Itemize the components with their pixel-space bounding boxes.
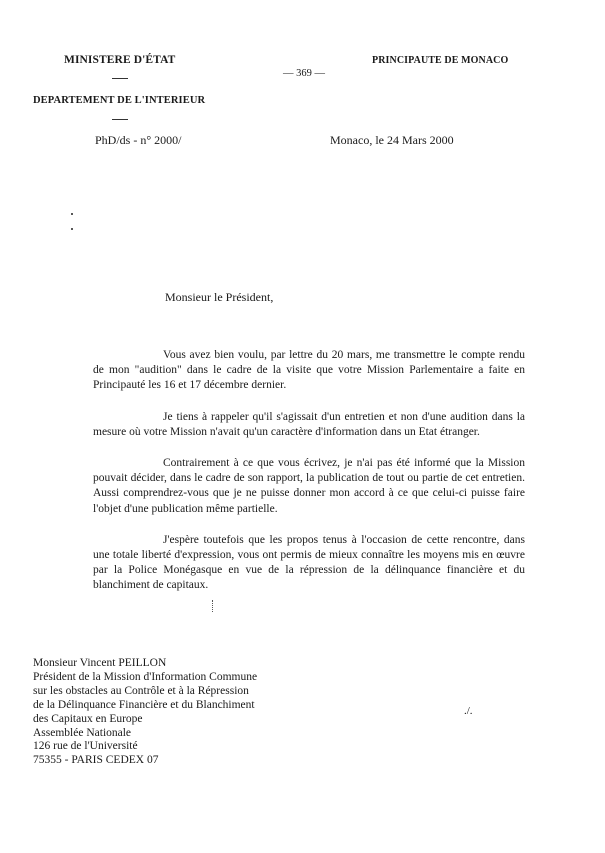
recipient-street: 126 rue de l'Université	[33, 740, 138, 753]
recipient-title: Président de la Mission d'Information Commune	[33, 670, 258, 683]
recipient-address	[33, 657, 257, 768]
recipient-city: 75355 - PARIS CEDEX 07	[33, 754, 159, 767]
reference-number: PhD/ds - n° 2000/	[95, 133, 182, 147]
salutation: Monsieur le Président,	[165, 290, 274, 304]
body-paragraph: Je tiens à rappeler qu'il s'agissait d'un entretien et non d'une audition dans la mesure où votre Mission n'avait qu'un caractère d'information dans un Etat étranger.	[93, 410, 525, 438]
letter-body	[93, 348, 525, 594]
body-paragraph: Vous avez bien voulu, par lettre du 20 mars, me transmettre le compte rendu de mon "audition" dans le cadre de la visite que votre Mission Parlementaire a faite en Principauté les 16 et 17 décembre dernier.	[93, 349, 525, 392]
recipient-title: des Capitaux en Europe	[33, 712, 143, 725]
principality-heading: PRINCIPAUTE DE MONACO	[372, 55, 509, 66]
body-paragraph: J'espère toutefois que les propos tenus à l'occasion de cette rencontre, dans une totale liberté d'expression, vous ont permis de mieux connaître les moyens mis en œuvre par la Police Monégasque en vue de la répression de la délinquance financière et du blanchiment de capitaux.	[93, 533, 525, 592]
body-paragraph: Contrairement à ce que vous écrivez, je n'ai pas été informé que la Mission pouvait décider, dans le cadre de son rapport, la publication de tout ou partie de cet entretien. Aussi comprendrez-vous que je ne puisse donner mon accord à ce que celui-ci puisse faire l'objet d'une publication même partielle.	[93, 457, 525, 515]
recipient-title: de la Délinquance Financière et du Blanchiment	[33, 698, 255, 711]
scan-mark	[212, 600, 214, 612]
department-heading: DEPARTEMENT DE L'INTERIEUR	[33, 95, 206, 106]
page-number: — 369 —	[283, 68, 325, 79]
bullet-mark	[71, 228, 73, 230]
department-divider	[112, 119, 128, 120]
recipient-name: Monsieur Vincent PEILLON	[33, 657, 167, 669]
place-date: Monaco, le 24 Mars 2000	[330, 133, 454, 147]
bullet-mark	[71, 213, 73, 215]
ministry-heading: MINISTERE D'ÉTAT	[64, 54, 176, 66]
continuation-mark: ./.	[464, 705, 473, 717]
recipient-title: sur les obstacles au Contrôle et à la Répression	[33, 684, 249, 697]
heading-divider	[112, 78, 128, 79]
recipient-organization: Assemblée Nationale	[33, 726, 132, 739]
